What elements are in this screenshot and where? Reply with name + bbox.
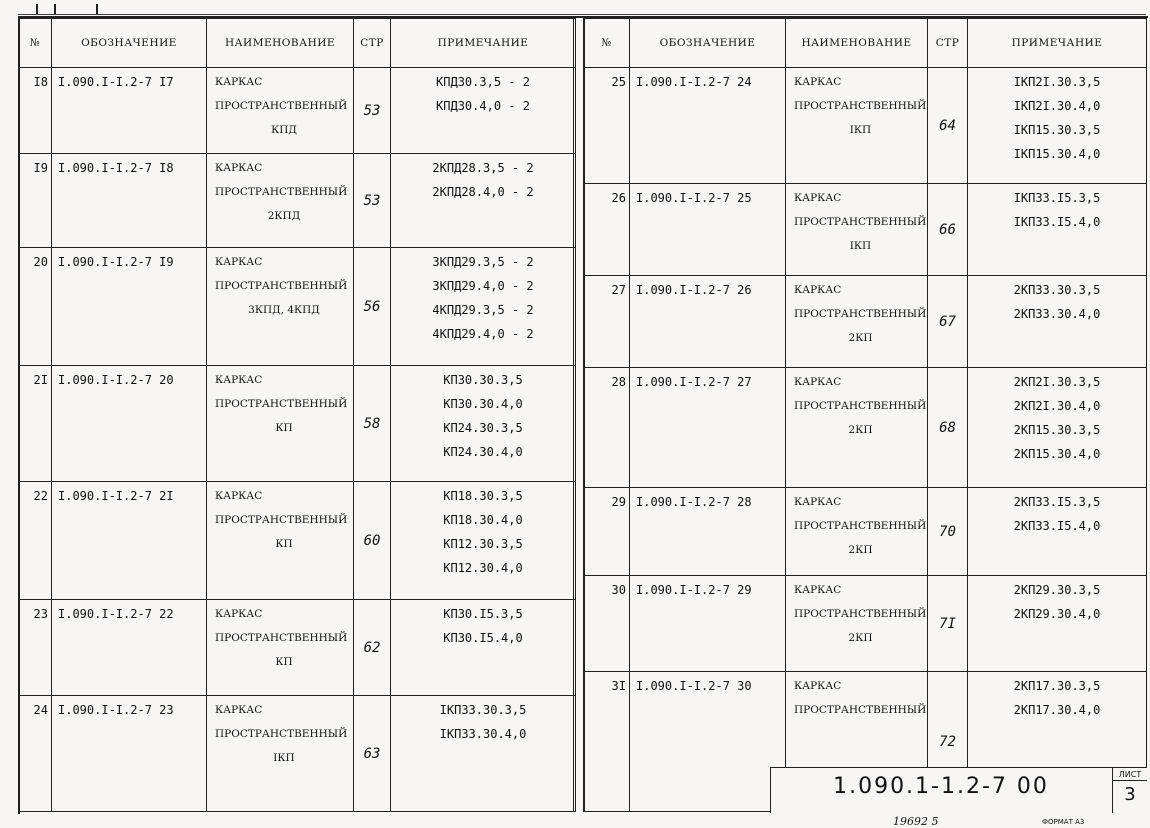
row-designation: I.090.I-I.2-7 26 [630,276,786,368]
row-name-line: КАРКАС [215,608,263,620]
table-row [19,248,576,366]
row-note [968,276,1147,368]
row-page: 53 [354,154,391,248]
table-row [584,184,1147,276]
row-page: 72 [928,672,968,812]
row-name [207,482,354,600]
border-tick [54,4,56,14]
row-page: 68 [928,368,968,488]
row-note-line: IКП15.30.4,0 [1013,147,1101,161]
row-page: 66 [928,184,968,276]
row-number: 2I [19,366,52,482]
row-name-line: ПРОСТРАНСТВЕННЫЙ [215,398,348,410]
row-note-line: 2КПД28.3,5 - 2 [432,161,534,175]
header-note: ПРИМЕЧАНИЕ [968,19,1147,68]
row-name-line: КАРКАС [215,704,263,716]
row-name-line: ПРОСТРАНСТВЕННЫЙ [215,632,348,644]
row-note-line: 2КП17.30.3,5 [1013,679,1101,693]
row-name [786,368,928,488]
row-note [391,154,576,248]
row-name-line: ПРОСТРАНСТВЕННЫЙ [794,608,927,620]
top-border-strip [18,4,1146,15]
row-note [968,68,1147,184]
row-note-line: 3КПД29.3,5 - 2 [432,255,534,269]
table-row [584,488,1147,576]
row-note-line: КП24.30.4,0 [443,445,523,459]
row-name-line: КП [275,422,293,434]
row-note-line: КП18.30.4,0 [443,513,523,527]
row-note [968,368,1147,488]
row-name-line: КПД [271,124,297,136]
header-num: № [584,19,630,68]
row-designation: I.090.I-I.2-7 27 [630,368,786,488]
row-number: 30 [584,576,630,672]
table-row [584,368,1147,488]
row-note [391,696,576,812]
row-designation: I.090.I-I.2-7 25 [630,184,786,276]
table-header-row [584,19,1147,68]
row-number: 23 [19,600,52,696]
header-note: ПРИМЕЧАНИЕ [391,19,576,68]
row-note-line: 2КП15.30.3,5 [1013,423,1101,437]
header-name: НАИМЕНОВАНИЕ [786,19,928,68]
row-name-line: ПРОСТРАНСТВЕННЫЙ [794,400,927,412]
row-note-line: IКП33.I5.3,5 [1013,191,1101,205]
row-name-line: ПРОСТРАНСТВЕННЫЙ [215,100,348,112]
header-page: СТР [354,19,391,68]
row-note-line: 2КП33.I5.3,5 [1013,495,1101,509]
row-name [207,154,354,248]
row-designation: I.090.I-I.2-7 I8 [52,154,207,248]
row-page: 62 [354,600,391,696]
row-name-line: КАРКАС [215,256,263,268]
row-name-line: КАРКАС [794,192,842,204]
row-page: 60 [354,482,391,600]
table-row [19,696,576,812]
row-number: 20 [19,248,52,366]
row-name-line: 2КП [848,544,873,556]
border-tick [36,4,38,14]
row-name-line: IКП [849,240,872,252]
row-note-line: КП30.30.4,0 [443,397,523,411]
row-note [391,366,576,482]
sheet-number: 3 [1124,784,1136,805]
row-designation: I.090.I-I.2-7 30 [630,672,786,812]
row-name-line: КАРКАС [794,376,842,388]
row-page: 67 [928,276,968,368]
row-name-line: КАРКАС [215,76,263,88]
row-note-line: 2КП15.30.4,0 [1013,447,1101,461]
row-number: 29 [584,488,630,576]
row-note [391,482,576,600]
row-name [207,68,354,154]
row-note-line: КП12.30.4,0 [443,561,523,575]
header-num: № [19,19,52,68]
row-note-line: IКП2I.30.4,0 [1013,99,1101,113]
row-note-line: 2КП2I.30.4,0 [1013,399,1101,413]
table-row [19,154,576,248]
row-designation: I.090.I-I.2-7 20 [52,366,207,482]
row-note [968,184,1147,276]
row-page: 53 [354,68,391,154]
border-tick [96,4,98,14]
row-name-line: КП [275,538,293,550]
table-row [584,68,1147,184]
row-note-line: 2КП17.30.4,0 [1013,703,1101,717]
row-name-line: КАРКАС [794,496,842,508]
row-name-line: КАРКАС [794,584,842,596]
row-number: 27 [584,276,630,368]
row-number: 22 [19,482,52,600]
header-name: НАИМЕНОВАНИЕ [207,19,354,68]
row-note-line: 4КПД29.3,5 - 2 [432,303,534,317]
header-designation: ОБОЗНАЧЕНИЕ [52,19,207,68]
row-name-line: ПРОСТРАНСТВЕННЫЙ [215,728,348,740]
row-name [786,488,928,576]
row-number: I9 [19,154,52,248]
row-note-line: IКП15.30.3,5 [1013,123,1101,137]
row-note [391,248,576,366]
row-designation: I.090.I-I.2-7 22 [52,600,207,696]
row-note-line: IКП33.I5.4,0 [1013,215,1101,229]
row-name-line: КАРКАС [794,76,842,88]
row-name-line: КП [275,656,293,668]
row-name-line: ПРОСТРАНСТВЕННЫЙ [215,280,348,292]
row-note-line: 2КП29.30.4,0 [1013,607,1101,621]
table-row [19,366,576,482]
table-row [19,600,576,696]
row-page: 64 [928,68,968,184]
row-name [786,576,928,672]
row-designation: I.090.I-I.2-7 24 [630,68,786,184]
row-number: 3I [584,672,630,812]
header-page: СТР [928,19,968,68]
row-name-line: КАРКАС [794,680,842,692]
row-note-line: 2КП33.I5.4,0 [1013,519,1101,533]
row-name-line: ПРОСТРАНСТВЕННЫЙ [794,520,927,532]
row-name-line: IКП [273,752,295,764]
row-note-line: 2КП33.30.4,0 [1013,307,1101,321]
row-note-line: КП30.I5.4,0 [443,631,523,645]
row-designation: I.090.I-I.2-7 2I [52,482,207,600]
row-name-line: 2КПД [267,210,301,222]
row-number: 25 [584,68,630,184]
row-designation: I.090.I-I.2-7 28 [630,488,786,576]
row-name [786,276,928,368]
row-note-line: IКП33.30.3,5 [439,703,527,717]
row-note-line: КП30.I5.3,5 [443,607,523,621]
table-row [19,68,576,154]
table-row [584,276,1147,368]
row-note-line: КПД30.4,0 - 2 [436,99,530,113]
row-name-line: ПРОСТРАНСТВЕННЫЙ [794,704,927,716]
row-note [391,600,576,696]
row-name [786,184,928,276]
row-page: 58 [354,366,391,482]
inventory-number: 19692 5 [893,815,939,828]
row-note-line: 4КПД29.4,0 - 2 [432,327,534,341]
row-note-line: КП12.30.3,5 [443,537,523,551]
row-note-line: IКП33.30.4,0 [439,727,527,741]
title-block-stamp [770,767,1147,813]
table-row [584,576,1147,672]
row-designation: I.090.I-I.2-7 I7 [52,68,207,154]
row-page: 7I [928,576,968,672]
row-name-line: ПРОСТРАНСТВЕННЫЙ [794,216,927,228]
format-label: ФОРМАТ А3 [1042,818,1085,826]
row-designation: I.090.I-I.2-7 29 [630,576,786,672]
row-name-line: ПРОСТРАНСТВЕННЫЙ [794,100,927,112]
row-note-line: 2КПД28.4,0 - 2 [432,185,534,199]
row-name-line: 3КПД, 4КПД [248,304,320,316]
table-header-row [19,19,576,68]
row-name [207,248,354,366]
row-number: 24 [19,696,52,812]
row-note-line: КП24.30.3,5 [443,421,523,435]
row-page: 63 [354,696,391,812]
row-note-line: 2КП29.30.3,5 [1013,583,1101,597]
row-name-line: ПРОСТРАНСТВЕННЫЙ [215,186,348,198]
register-table-left [18,18,576,812]
row-number: I8 [19,68,52,154]
sheet-label: ЛИСТ [1113,769,1147,781]
row-note [968,488,1147,576]
table-row [19,482,576,600]
row-note-line: КП18.30.3,5 [443,489,523,503]
row-name [207,696,354,812]
row-name-line: КАРКАС [794,284,842,296]
document-code: 1.090.1-1.2-7 00 [833,774,1049,799]
row-name-line: ПРОСТРАНСТВЕННЫЙ [794,308,927,320]
row-designation: I.090.I-I.2-7 I9 [52,248,207,366]
row-note [391,68,576,154]
row-name [207,366,354,482]
row-name-line: КАРКАС [215,490,263,502]
row-note-line: 2КП2I.30.3,5 [1013,375,1101,389]
row-note-line: 2КП33.30.3,5 [1013,283,1101,297]
row-name [207,600,354,696]
row-number: 28 [584,368,630,488]
row-page: 70 [928,488,968,576]
row-page: 56 [354,248,391,366]
row-name-line: КАРКАС [215,374,263,386]
row-name-line: 2КП [848,332,873,344]
row-name-line: IКП [849,124,872,136]
row-name-line: КАРКАС [215,162,263,174]
row-note-line: КП30.30.3,5 [443,373,523,387]
row-note [968,576,1147,672]
row-designation: I.090.I-I.2-7 23 [52,696,207,812]
row-number: 26 [584,184,630,276]
sheet-number-box [1112,768,1147,813]
row-note-line: КПД30.3,5 - 2 [436,75,530,89]
row-name-line: 2КП [848,632,873,644]
row-name-line: 2КП [848,424,873,436]
register-table-right [583,18,1147,812]
row-name-line: ПРОСТРАНСТВЕННЫЙ [215,514,348,526]
row-name [786,68,928,184]
row-note-line: 3КПД29.4,0 - 2 [432,279,534,293]
row-note-line: IКП2I.30.3,5 [1013,75,1101,89]
header-designation: ОБОЗНАЧЕНИЕ [630,19,786,68]
